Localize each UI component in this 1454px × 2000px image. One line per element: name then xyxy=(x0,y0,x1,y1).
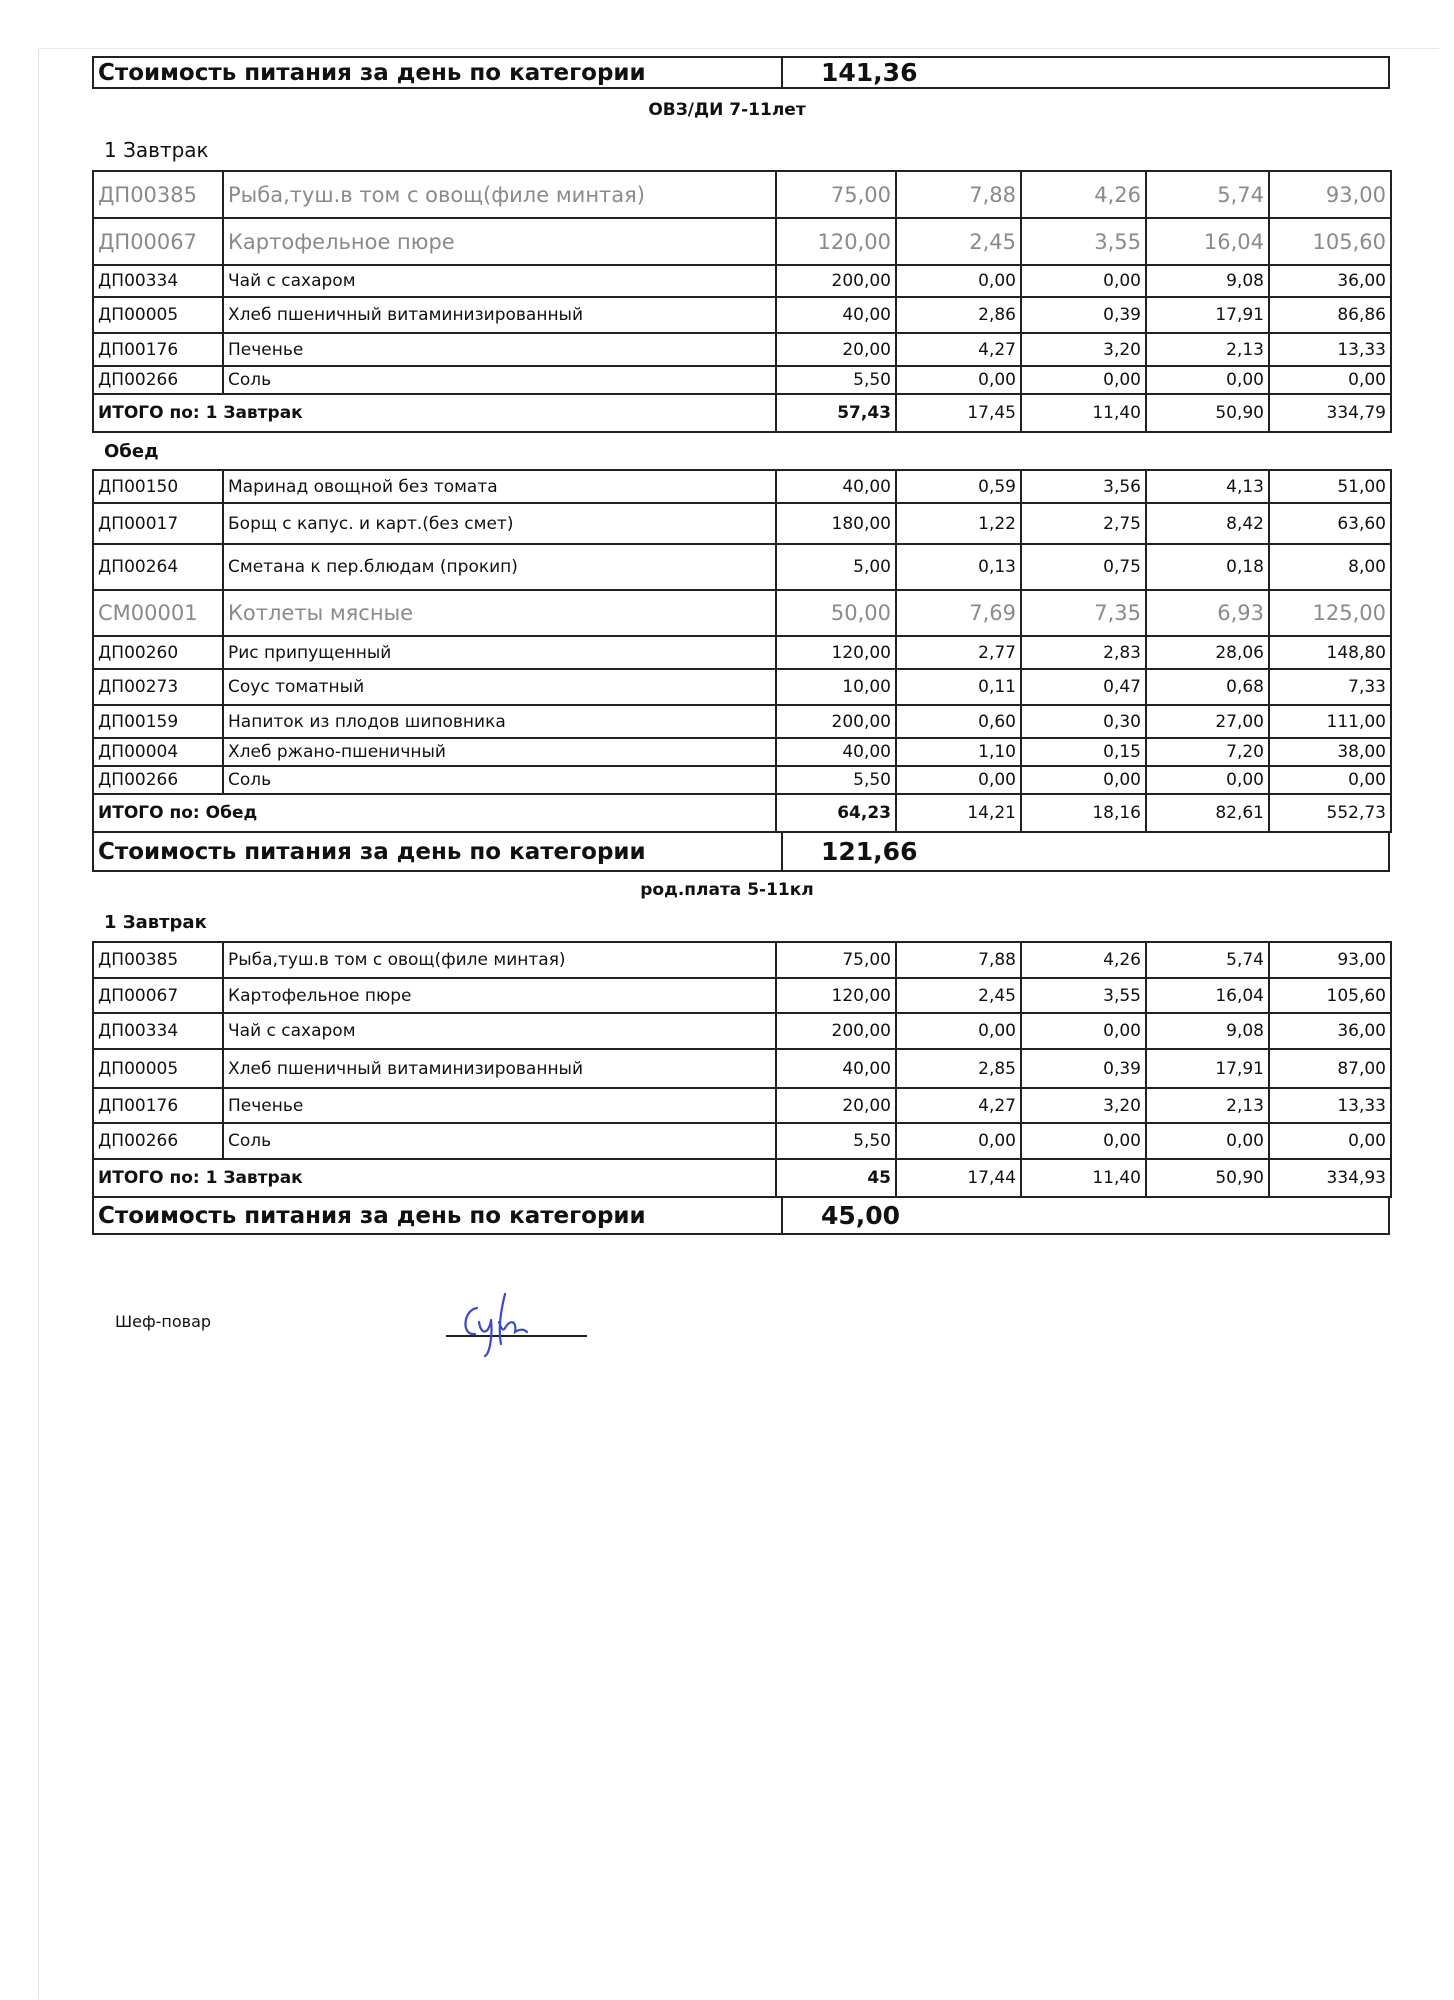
fat-cell: 4,26 xyxy=(1021,171,1146,218)
dish-code-cell: СМ00001 xyxy=(93,590,223,636)
fat-total: 11,40 xyxy=(1021,394,1146,432)
daily-cost-label: Стоимость питания за день по категории xyxy=(94,833,783,870)
portion-weight-cell: 40,00 xyxy=(776,470,896,503)
portion-weight-cell: 40,00 xyxy=(776,297,896,333)
calories-cell: 0,00 xyxy=(1269,366,1391,394)
daily-cost-label: Стоимость питания за день по категории xyxy=(94,58,783,87)
carbohydrates-cell: 2,13 xyxy=(1146,1088,1269,1123)
calories-cell: 51,00 xyxy=(1269,470,1391,503)
dish-code-cell: ДП00273 xyxy=(93,669,223,705)
fat-cell: 7,35 xyxy=(1021,590,1146,636)
dish-code-cell: ДП00067 xyxy=(93,218,223,265)
table-row xyxy=(93,636,1391,669)
fat-total: 11,40 xyxy=(1021,1159,1146,1197)
carbohydrates-cell: 5,74 xyxy=(1146,171,1269,218)
carbohydrates-cell: 27,00 xyxy=(1146,705,1269,738)
table-row xyxy=(93,942,1391,978)
portion-weight-cell: 75,00 xyxy=(776,171,896,218)
dish-code-cell: ДП00266 xyxy=(93,1123,223,1159)
portion-weight-cell: 20,00 xyxy=(776,1088,896,1123)
meal-title: 1 Завтрак xyxy=(104,138,209,162)
total-row xyxy=(93,794,1391,832)
portion-weight-cell: 20,00 xyxy=(776,333,896,366)
protein-total: 17,45 xyxy=(896,394,1021,432)
dish-name-cell: Рыба,туш.в том с овощ(филе минтая) xyxy=(223,171,776,218)
protein-total: 17,44 xyxy=(896,1159,1021,1197)
calories-cell: 148,80 xyxy=(1269,636,1391,669)
fat-cell: 0,39 xyxy=(1021,297,1146,333)
protein-cell: 2,45 xyxy=(896,218,1021,265)
protein-cell: 1,22 xyxy=(896,503,1021,544)
dish-name-cell: Картофельное пюре xyxy=(223,978,776,1013)
dish-name-cell: Хлеб пшеничный витаминизированный xyxy=(223,1049,776,1088)
carbohydrates-cell: 6,93 xyxy=(1146,590,1269,636)
carbohydrates-total: 82,61 xyxy=(1146,794,1269,832)
dish-code-cell: ДП00334 xyxy=(93,265,223,297)
table-row xyxy=(93,1123,1391,1159)
table-row xyxy=(93,333,1391,366)
portion-weight-cell: 50,00 xyxy=(776,590,896,636)
table-row xyxy=(93,590,1391,636)
portion-weight-cell: 10,00 xyxy=(776,669,896,705)
dish-name-cell: Соль xyxy=(223,766,776,794)
protein-cell: 0,00 xyxy=(896,1123,1021,1159)
dish-code-cell: ДП00017 xyxy=(93,503,223,544)
calories-total: 334,79 xyxy=(1269,394,1391,432)
dish-code-cell: ДП00334 xyxy=(93,1013,223,1049)
protein-cell: 0,00 xyxy=(896,1013,1021,1049)
dish-name-cell: Картофельное пюре xyxy=(223,218,776,265)
carbohydrates-cell: 16,04 xyxy=(1146,218,1269,265)
calories-cell: 87,00 xyxy=(1269,1049,1391,1088)
portion-weight-cell: 120,00 xyxy=(776,218,896,265)
calories-cell: 93,00 xyxy=(1269,942,1391,978)
carbohydrates-cell: 0,00 xyxy=(1146,366,1269,394)
fat-cell: 0,00 xyxy=(1021,1013,1146,1049)
fat-cell: 0,30 xyxy=(1021,705,1146,738)
calories-cell: 93,00 xyxy=(1269,171,1391,218)
portion-weight-cell: 200,00 xyxy=(776,705,896,738)
table-row xyxy=(93,366,1391,394)
portion-weight-total: 57,43 xyxy=(776,394,896,432)
dish-code-cell: ДП00260 xyxy=(93,636,223,669)
calories-cell: 13,33 xyxy=(1269,1088,1391,1123)
portion-weight-cell: 200,00 xyxy=(776,1013,896,1049)
total-row xyxy=(93,394,1391,432)
protein-cell: 2,85 xyxy=(896,1049,1021,1088)
dish-code-cell: ДП00159 xyxy=(93,705,223,738)
total-label: ИТОГО по: 1 Завтрак xyxy=(93,1159,776,1197)
fat-cell: 3,20 xyxy=(1021,1088,1146,1123)
carbohydrates-cell: 16,04 xyxy=(1146,978,1269,1013)
fat-total: 18,16 xyxy=(1021,794,1146,832)
signature-role: Шеф-повар xyxy=(115,1312,212,1331)
fat-cell: 0,00 xyxy=(1021,1123,1146,1159)
fat-cell: 0,00 xyxy=(1021,366,1146,394)
dish-name-cell: Печенье xyxy=(223,1088,776,1123)
dish-name-cell: Хлеб пшеничный витаминизированный xyxy=(223,297,776,333)
dish-name-cell: Чай с сахаром xyxy=(223,1013,776,1049)
table-row xyxy=(93,705,1391,738)
dish-name-cell: Маринад овощной без томата xyxy=(223,470,776,503)
daily-cost-value: 141,36 xyxy=(821,58,918,87)
meal-table xyxy=(92,469,1392,833)
daily-cost-row xyxy=(92,831,1390,872)
calories-cell: 36,00 xyxy=(1269,265,1391,297)
meal-table xyxy=(92,170,1392,433)
dish-name-cell: Соль xyxy=(223,1123,776,1159)
table-row xyxy=(93,503,1391,544)
carbohydrates-cell: 4,13 xyxy=(1146,470,1269,503)
portion-weight-cell: 200,00 xyxy=(776,265,896,297)
handwritten-signature xyxy=(455,1288,565,1358)
table-row xyxy=(93,766,1391,794)
dish-code-cell: ДП00266 xyxy=(93,366,223,394)
protein-cell: 0,13 xyxy=(896,544,1021,590)
table-row xyxy=(93,1088,1391,1123)
fat-cell: 3,56 xyxy=(1021,470,1146,503)
portion-weight-cell: 5,50 xyxy=(776,1123,896,1159)
portion-weight-total: 64,23 xyxy=(776,794,896,832)
table-row xyxy=(93,470,1391,503)
protein-cell: 4,27 xyxy=(896,1088,1021,1123)
protein-cell: 2,77 xyxy=(896,636,1021,669)
calories-cell: 38,00 xyxy=(1269,738,1391,766)
protein-cell: 7,69 xyxy=(896,590,1021,636)
fat-cell: 0,00 xyxy=(1021,766,1146,794)
dish-name-cell: Рис припущенный xyxy=(223,636,776,669)
table-row xyxy=(93,669,1391,705)
dish-code-cell: ДП00385 xyxy=(93,942,223,978)
portion-weight-cell: 5,50 xyxy=(776,366,896,394)
fat-cell: 0,00 xyxy=(1021,265,1146,297)
table-row xyxy=(93,1013,1391,1049)
dish-name-cell: Рыба,туш.в том с овощ(филе минтая) xyxy=(223,942,776,978)
fat-cell: 3,55 xyxy=(1021,978,1146,1013)
fat-cell: 0,75 xyxy=(1021,544,1146,590)
dish-code-cell: ДП00264 xyxy=(93,544,223,590)
carbohydrates-cell: 17,91 xyxy=(1146,1049,1269,1088)
carbohydrates-total: 50,90 xyxy=(1146,1159,1269,1197)
fat-cell: 2,75 xyxy=(1021,503,1146,544)
calories-cell: 36,00 xyxy=(1269,1013,1391,1049)
calories-cell: 105,60 xyxy=(1269,978,1391,1013)
dish-code-cell: ДП00004 xyxy=(93,738,223,766)
daily-cost-row xyxy=(92,1196,1390,1235)
fat-cell: 2,83 xyxy=(1021,636,1146,669)
protein-cell: 1,10 xyxy=(896,738,1021,766)
carbohydrates-cell: 5,74 xyxy=(1146,942,1269,978)
carbohydrates-total: 50,90 xyxy=(1146,394,1269,432)
fat-cell: 0,39 xyxy=(1021,1049,1146,1088)
dish-code-cell: ДП00067 xyxy=(93,978,223,1013)
portion-weight-cell: 40,00 xyxy=(776,738,896,766)
portion-weight-cell: 5,50 xyxy=(776,766,896,794)
dish-code-cell: ДП00385 xyxy=(93,171,223,218)
protein-cell: 0,59 xyxy=(896,470,1021,503)
protein-cell: 2,86 xyxy=(896,297,1021,333)
calories-cell: 125,00 xyxy=(1269,590,1391,636)
protein-cell: 2,45 xyxy=(896,978,1021,1013)
fat-cell: 0,15 xyxy=(1021,738,1146,766)
table-row xyxy=(93,1049,1391,1088)
calories-cell: 86,86 xyxy=(1269,297,1391,333)
daily-cost-value: 121,66 xyxy=(821,837,918,866)
carbohydrates-cell: 8,42 xyxy=(1146,503,1269,544)
category-title: ОВЗ/ДИ 7-11лет xyxy=(648,100,806,120)
daily-cost-value: 45,00 xyxy=(821,1201,901,1230)
portion-weight-cell: 120,00 xyxy=(776,636,896,669)
dish-name-cell: Соус томатный xyxy=(223,669,776,705)
protein-cell: 0,00 xyxy=(896,265,1021,297)
fat-cell: 0,47 xyxy=(1021,669,1146,705)
table-row xyxy=(93,544,1391,590)
dish-name-cell: Чай с сахаром xyxy=(223,265,776,297)
carbohydrates-cell: 9,08 xyxy=(1146,265,1269,297)
fat-cell: 3,20 xyxy=(1021,333,1146,366)
protein-cell: 7,88 xyxy=(896,942,1021,978)
daily-cost-label: Стоимость питания за день по категории xyxy=(94,1198,783,1233)
carbohydrates-cell: 28,06 xyxy=(1146,636,1269,669)
portion-weight-cell: 75,00 xyxy=(776,942,896,978)
fat-cell: 3,55 xyxy=(1021,218,1146,265)
total-label: ИТОГО по: Обед xyxy=(93,794,776,832)
carbohydrates-cell: 2,13 xyxy=(1146,333,1269,366)
dish-code-cell: ДП00266 xyxy=(93,766,223,794)
table-row xyxy=(93,171,1391,218)
portion-weight-cell: 40,00 xyxy=(776,1049,896,1088)
protein-cell: 7,88 xyxy=(896,171,1021,218)
protein-cell: 0,00 xyxy=(896,366,1021,394)
dish-name-cell: Соль xyxy=(223,366,776,394)
meal-title: Обед xyxy=(104,441,159,462)
dish-code-cell: ДП00005 xyxy=(93,297,223,333)
carbohydrates-cell: 0,18 xyxy=(1146,544,1269,590)
dish-name-cell: Хлеб ржано-пшеничный xyxy=(223,738,776,766)
meal-title: 1 Завтрак xyxy=(104,912,207,933)
daily-cost-row xyxy=(92,56,1390,89)
calories-cell: 13,33 xyxy=(1269,333,1391,366)
total-label: ИТОГО по: 1 Завтрак xyxy=(93,394,776,432)
table-row xyxy=(93,297,1391,333)
dish-name-cell: Сметана к пер.блюдам (прокип) xyxy=(223,544,776,590)
dish-name-cell: Котлеты мясные xyxy=(223,590,776,636)
carbohydrates-cell: 0,00 xyxy=(1146,766,1269,794)
carbohydrates-cell: 9,08 xyxy=(1146,1013,1269,1049)
portion-weight-cell: 5,00 xyxy=(776,544,896,590)
calories-cell: 0,00 xyxy=(1269,1123,1391,1159)
calories-total: 334,93 xyxy=(1269,1159,1391,1197)
protein-cell: 0,00 xyxy=(896,766,1021,794)
dish-name-cell: Напиток из плодов шиповника xyxy=(223,705,776,738)
meal-table xyxy=(92,941,1392,1198)
carbohydrates-cell: 0,68 xyxy=(1146,669,1269,705)
calories-cell: 8,00 xyxy=(1269,544,1391,590)
protein-cell: 0,60 xyxy=(896,705,1021,738)
portion-weight-cell: 120,00 xyxy=(776,978,896,1013)
calories-cell: 0,00 xyxy=(1269,766,1391,794)
carbohydrates-cell: 7,20 xyxy=(1146,738,1269,766)
dish-code-cell: ДП00150 xyxy=(93,470,223,503)
carbohydrates-cell: 17,91 xyxy=(1146,297,1269,333)
dish-name-cell: Борщ с капус. и карт.(без смет) xyxy=(223,503,776,544)
calories-cell: 63,60 xyxy=(1269,503,1391,544)
portion-weight-cell: 180,00 xyxy=(776,503,896,544)
category-title: род.плата 5-11кл xyxy=(640,880,814,900)
dish-code-cell: ДП00005 xyxy=(93,1049,223,1088)
dish-code-cell: ДП00176 xyxy=(93,1088,223,1123)
portion-weight-total: 45 xyxy=(776,1159,896,1197)
dish-code-cell: ДП00176 xyxy=(93,333,223,366)
total-row xyxy=(93,1159,1391,1197)
table-row xyxy=(93,218,1391,265)
protein-total: 14,21 xyxy=(896,794,1021,832)
table-row xyxy=(93,978,1391,1013)
table-row xyxy=(93,265,1391,297)
protein-cell: 4,27 xyxy=(896,333,1021,366)
dish-name-cell: Печенье xyxy=(223,333,776,366)
carbohydrates-cell: 0,00 xyxy=(1146,1123,1269,1159)
calories-total: 552,73 xyxy=(1269,794,1391,832)
protein-cell: 0,11 xyxy=(896,669,1021,705)
fat-cell: 4,26 xyxy=(1021,942,1146,978)
calories-cell: 7,33 xyxy=(1269,669,1391,705)
calories-cell: 105,60 xyxy=(1269,218,1391,265)
calories-cell: 111,00 xyxy=(1269,705,1391,738)
table-row xyxy=(93,738,1391,766)
